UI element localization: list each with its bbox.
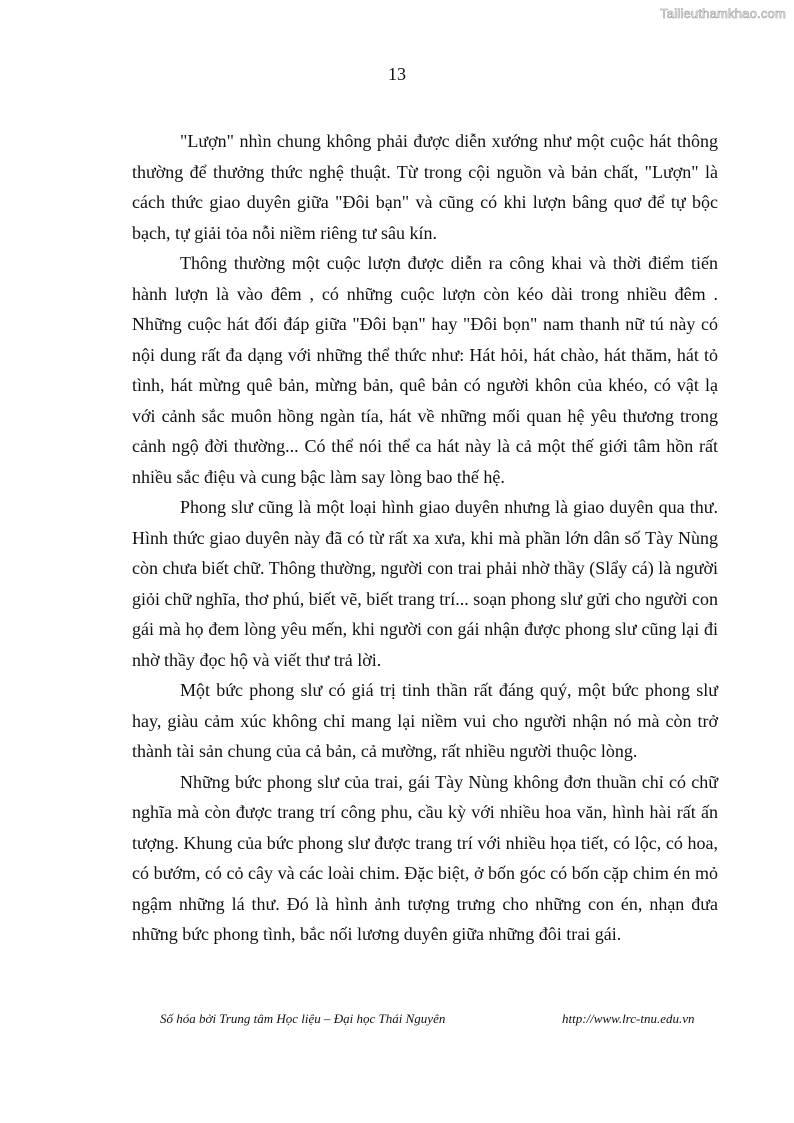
body-text (132, 126, 718, 950)
paragraph-1: "Lượn" nhìn chung không phải được diễn xướng như một cuộc hát thông thường để thưởng thức nghệ thuật. Từ trong cội nguồn và bản chất, "Lượn" là cách thức giao duyên giữa "Đôi bạn" và cũng có khi lượn bâng quơ để tự bộc bạch, tự giải tỏa nỗi niềm riêng tư sâu kín. (132, 131, 718, 243)
paragraph-4: Một bức phong slư có giá trị tinh thần rất đáng quý, một bức phong slư hay, giàu cảm xúc không chỉ mang lại niềm vui cho người nhận nó mà còn trở thành tài sản chung của cả bản, cả mường, rất nhiều người thuộc lòng. (132, 680, 718, 761)
paragraph-3: Phong slư cũng là một loại hình giao duyên nhưng là giao duyên qua thư. Hình thức giao duyên này đã có từ rất xa xưa, khi mà phần lớn dân số Tày Nùng còn chưa biết chữ. Thông thường, người con trai phải nhờ thầy (Slẩy cá) là người giỏi chữ nghĩa, thơ phú, biết vẽ, biết trang trí... soạn phong slư gửi cho người con gái mà họ đem lòng yêu mến, khi người con gái nhận được phong slư cũng lại đi nhờ thầy đọc hộ và viết thư trả lời. (132, 497, 718, 670)
paragraph-5: Những bức phong slư của trai, gái Tày Nùng không đơn thuần chỉ có chữ nghĩa mà còn được trang trí công phu, cầu kỳ với nhiều hoa văn, hình hài rất ấn tượng. Khung của bức phong slư được trang trí với nhiều họa tiết, có lộc, có hoa, có bướm, có cỏ cây và các loài chim. Đặc biệt, ở bốn góc có bốn cặp chim én mỏ ngậm những lá thư. Đó là hình ảnh tượng trưng cho những con én, nhạn đưa những bức phong tình, bắc nối lương duyên giữa những đôi trai gái. (132, 771, 718, 944)
paragraph-2: Thông thường một cuộc lượn được diễn ra công khai và thời điểm tiến hành lượn là vào đêm , có những cuộc lượn còn kéo dài trong nhiều đêm . Những cuộc hát đối đáp giữa "Đôi bạn" hay "Đôi bọn" nam thanh nữ tú này có nội dung rất đa dạng với những thể thức như: Hát hỏi, hát chào, hát thăm, hát tỏ tình, hát mừng quê bản, mừng bản, quê bản có người khôn của khéo, có vật lạ với cảnh sắc muôn hồng ngàn tía, hát về những mối quan hệ yêu thương trong cảnh ngộ đời thường... Có thể nói thể ca hát này là cả một thế giới tâm hồn rất nhiều sắc điệu và cung bậc làm say lòng bao thế hệ. (132, 253, 718, 487)
watermark: Tailieuthamkhao.com (660, 6, 786, 21)
footer-url: http://www.lrc-tnu.edu.vn (562, 1011, 695, 1026)
footer-credit: Số hóa bởi Trung tâm Học liệu – Đại học Thái Nguyên (160, 1011, 446, 1026)
page-number: 13 (388, 64, 406, 84)
